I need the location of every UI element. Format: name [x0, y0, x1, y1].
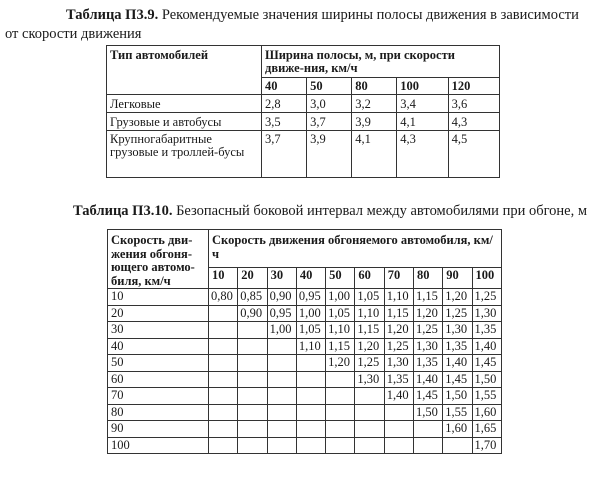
table2-caption-number: Таблица П3.10. — [73, 203, 173, 219]
table2-cell — [209, 437, 238, 454]
table1-cell: 4,3 — [397, 131, 448, 178]
table2-cell: 0,85 — [238, 289, 267, 306]
table1-cell: 3,7 — [307, 113, 352, 131]
table2-cell — [238, 404, 267, 421]
table1-speed-header: 50 — [307, 78, 352, 95]
table2-cell — [267, 355, 296, 372]
table2-cell — [296, 404, 325, 421]
table2-speed-header: 10 — [209, 267, 238, 288]
table1-body — [107, 95, 500, 178]
table-row — [107, 131, 500, 178]
table2-cell — [209, 338, 238, 355]
table2-cell — [326, 404, 355, 421]
table2-cell — [209, 388, 238, 405]
table2-caption-text: Безопасный боковой интервал между автомобилями при обгоне, м — [172, 203, 588, 219]
table-row — [108, 437, 502, 454]
table2-cell: 1,40 — [472, 338, 501, 355]
table2-cell: 1,35 — [443, 338, 472, 355]
table2-cell — [384, 404, 413, 421]
table2-cell — [209, 355, 238, 372]
table2-cell: 1,35 — [413, 355, 442, 372]
table2-cell — [355, 404, 384, 421]
table2-cell: 0,90 — [267, 289, 296, 306]
table2-cell: 1,50 — [413, 404, 442, 421]
table2-cell: 1,45 — [443, 371, 472, 388]
table2-cell: 1,50 — [443, 388, 472, 405]
table-row — [108, 305, 502, 322]
table1-row-label: Легковые — [107, 95, 262, 113]
table2-header-overtaken-speed: Скорость движения обгоняемого автомобиля, км/ч — [209, 230, 502, 268]
table1-speed-header: 120 — [448, 78, 499, 95]
table1-cell: 4,1 — [352, 131, 397, 178]
table2-cell: 1,25 — [355, 355, 384, 372]
table2-cell — [296, 421, 325, 438]
table2-row-label: 60 — [108, 371, 209, 388]
table2-cell: 1,00 — [296, 305, 325, 322]
table-row — [108, 322, 502, 339]
table2-cell: 1,60 — [472, 404, 501, 421]
table2-cell: 1,70 — [472, 437, 501, 454]
table-row — [108, 338, 502, 355]
table2-cell — [267, 437, 296, 454]
table2-cell: 1,65 — [472, 421, 501, 438]
table2-speed-header: 40 — [296, 267, 325, 288]
table2-cell: 1,20 — [355, 338, 384, 355]
table2-cell: 1,05 — [326, 305, 355, 322]
table1-cell: 3,5 — [262, 113, 307, 131]
table2-cell — [355, 388, 384, 405]
table1-cell: 3,7 — [262, 131, 307, 178]
table2-header-overtaking-speed: Скорость дви-жения обгоня-ющего автомо-биля, км/ч — [108, 230, 209, 289]
table1-cell: 4,3 — [448, 113, 499, 131]
table2-cell: 1,05 — [296, 322, 325, 339]
table2-cell — [443, 437, 472, 454]
table2-cell: 0,95 — [267, 305, 296, 322]
table2-speed-header: 20 — [238, 267, 267, 288]
table2-cell — [238, 371, 267, 388]
table2-row-label: 100 — [108, 437, 209, 454]
table2-cell: 1,25 — [413, 322, 442, 339]
table2-speed-header: 60 — [355, 267, 384, 288]
table2-cell — [326, 421, 355, 438]
table-row — [108, 388, 502, 405]
table-row — [107, 95, 500, 113]
table2-cell: 1,30 — [413, 338, 442, 355]
table1-caption-number: Таблица П3.9. — [66, 7, 159, 23]
table1-lane-width — [106, 45, 500, 178]
table2-cell: 1,30 — [443, 322, 472, 339]
table2-cell — [238, 421, 267, 438]
table2-row-label: 70 — [108, 388, 209, 405]
table2-cell — [413, 421, 442, 438]
table-row — [108, 289, 502, 306]
table2-cell: 1,25 — [384, 338, 413, 355]
table2-cell — [384, 437, 413, 454]
table2-cell: 1,60 — [443, 421, 472, 438]
table2-cell: 1,40 — [413, 371, 442, 388]
table2-cell — [209, 421, 238, 438]
table1-speed-header: 80 — [352, 78, 397, 95]
table2-cell: 1,30 — [384, 355, 413, 372]
table2-cell — [326, 371, 355, 388]
table2-cell — [326, 388, 355, 405]
table1-header-lane-width: Ширина полосы, м, при скорости движе-ния, км/ч — [262, 46, 500, 78]
table2-cell: 1,20 — [326, 355, 355, 372]
table2-cell: 1,00 — [326, 289, 355, 306]
table2-cell — [413, 437, 442, 454]
table-row — [108, 371, 502, 388]
table2-cell: 1,30 — [472, 305, 501, 322]
table2-cell: 1,20 — [413, 305, 442, 322]
table2-cell: 0,90 — [238, 305, 267, 322]
table2-cell: 1,00 — [267, 322, 296, 339]
table2-cell — [296, 355, 325, 372]
table2-cell — [267, 421, 296, 438]
table2-cell — [267, 388, 296, 405]
table2-cell: 1,10 — [384, 289, 413, 306]
table2-row-label: 30 — [108, 322, 209, 339]
table1-cell: 3,9 — [352, 113, 397, 131]
table2-cell — [326, 437, 355, 454]
table1-caption — [5, 6, 595, 44]
table2-cell: 1,55 — [472, 388, 501, 405]
table2-cell: 0,95 — [296, 289, 325, 306]
table2-cell: 1,45 — [413, 388, 442, 405]
table2-cell — [296, 388, 325, 405]
table2-cell: 1,15 — [413, 289, 442, 306]
table2-cell — [209, 305, 238, 322]
table2-cell: 1,25 — [443, 305, 472, 322]
table2-speed-header: 30 — [267, 267, 296, 288]
table2-cell: 1,15 — [355, 322, 384, 339]
table2-lateral-interval — [107, 229, 502, 454]
table1-row-label: Крупногабаритные грузовые и троллей-бусы — [107, 131, 262, 178]
table2-cell — [209, 404, 238, 421]
table2-cell: 1,05 — [355, 289, 384, 306]
table2-row-label: 40 — [108, 338, 209, 355]
table2-row-label: 10 — [108, 289, 209, 306]
table2-body — [108, 289, 502, 454]
table2-cell — [238, 338, 267, 355]
table2-cell — [209, 322, 238, 339]
table2-row-label: 80 — [108, 404, 209, 421]
table-row — [108, 404, 502, 421]
table2-row-label: 20 — [108, 305, 209, 322]
table2-speed-header: 50 — [326, 267, 355, 288]
table1-cell: 3,4 — [397, 95, 448, 113]
table2-cell — [238, 322, 267, 339]
table2-cell — [384, 421, 413, 438]
table2-cell — [267, 371, 296, 388]
table2-cell: 1,10 — [355, 305, 384, 322]
table2-cell: 1,10 — [296, 338, 325, 355]
table1-cell: 4,5 — [448, 131, 499, 178]
table2-cell: 1,25 — [472, 289, 501, 306]
table2-caption — [73, 202, 593, 221]
table2-cell — [209, 371, 238, 388]
table2-cell — [238, 355, 267, 372]
table2-cell — [355, 437, 384, 454]
table2-cell: 1,35 — [472, 322, 501, 339]
table2-cell: 1,35 — [384, 371, 413, 388]
table2-cell: 1,40 — [443, 355, 472, 372]
table2-speed-header: 100 — [472, 267, 501, 288]
table2-cell: 1,15 — [384, 305, 413, 322]
table2-row-label: 50 — [108, 355, 209, 372]
table2-cell — [267, 338, 296, 355]
table2-cell: 1,30 — [355, 371, 384, 388]
table2-cell: 1,55 — [443, 404, 472, 421]
table-row — [107, 113, 500, 131]
table-row — [108, 355, 502, 372]
table-row — [108, 421, 502, 438]
table2-row-label: 90 — [108, 421, 209, 438]
table1-caption-text: Рекомендуемые значения ширины полосы движения в зависимости от скорости движения — [5, 7, 579, 42]
table2-speed-header: 90 — [443, 267, 472, 288]
table1-cell: 4,1 — [397, 113, 448, 131]
table1-cell: 3,2 — [352, 95, 397, 113]
table2-speed-header: 80 — [413, 267, 442, 288]
table1-row-label: Грузовые и автобусы — [107, 113, 262, 131]
table2-cell — [296, 437, 325, 454]
table2-cell — [267, 404, 296, 421]
table2-cell: 1,20 — [384, 322, 413, 339]
table1-cell: 3,6 — [448, 95, 499, 113]
table1-speed-header: 100 — [397, 78, 448, 95]
table2-cell — [238, 388, 267, 405]
table2-cell: 1,15 — [326, 338, 355, 355]
table2-cell: 1,40 — [384, 388, 413, 405]
table2-speed-header: 70 — [384, 267, 413, 288]
table1-speed-header: 40 — [262, 78, 307, 95]
table2-cell — [355, 421, 384, 438]
table2-cell: 0,80 — [209, 289, 238, 306]
table2-cell: 1,20 — [443, 289, 472, 306]
table2-cell: 1,10 — [326, 322, 355, 339]
table2-cell: 1,50 — [472, 371, 501, 388]
table1-header-vehicle-type: Тип автомобилей — [107, 46, 262, 95]
table1-cell: 3,9 — [307, 131, 352, 178]
table1-cell: 2,8 — [262, 95, 307, 113]
table2-cell — [238, 437, 267, 454]
table1-cell: 3,0 — [307, 95, 352, 113]
table2-cell: 1,45 — [472, 355, 501, 372]
table2-cell — [296, 371, 325, 388]
